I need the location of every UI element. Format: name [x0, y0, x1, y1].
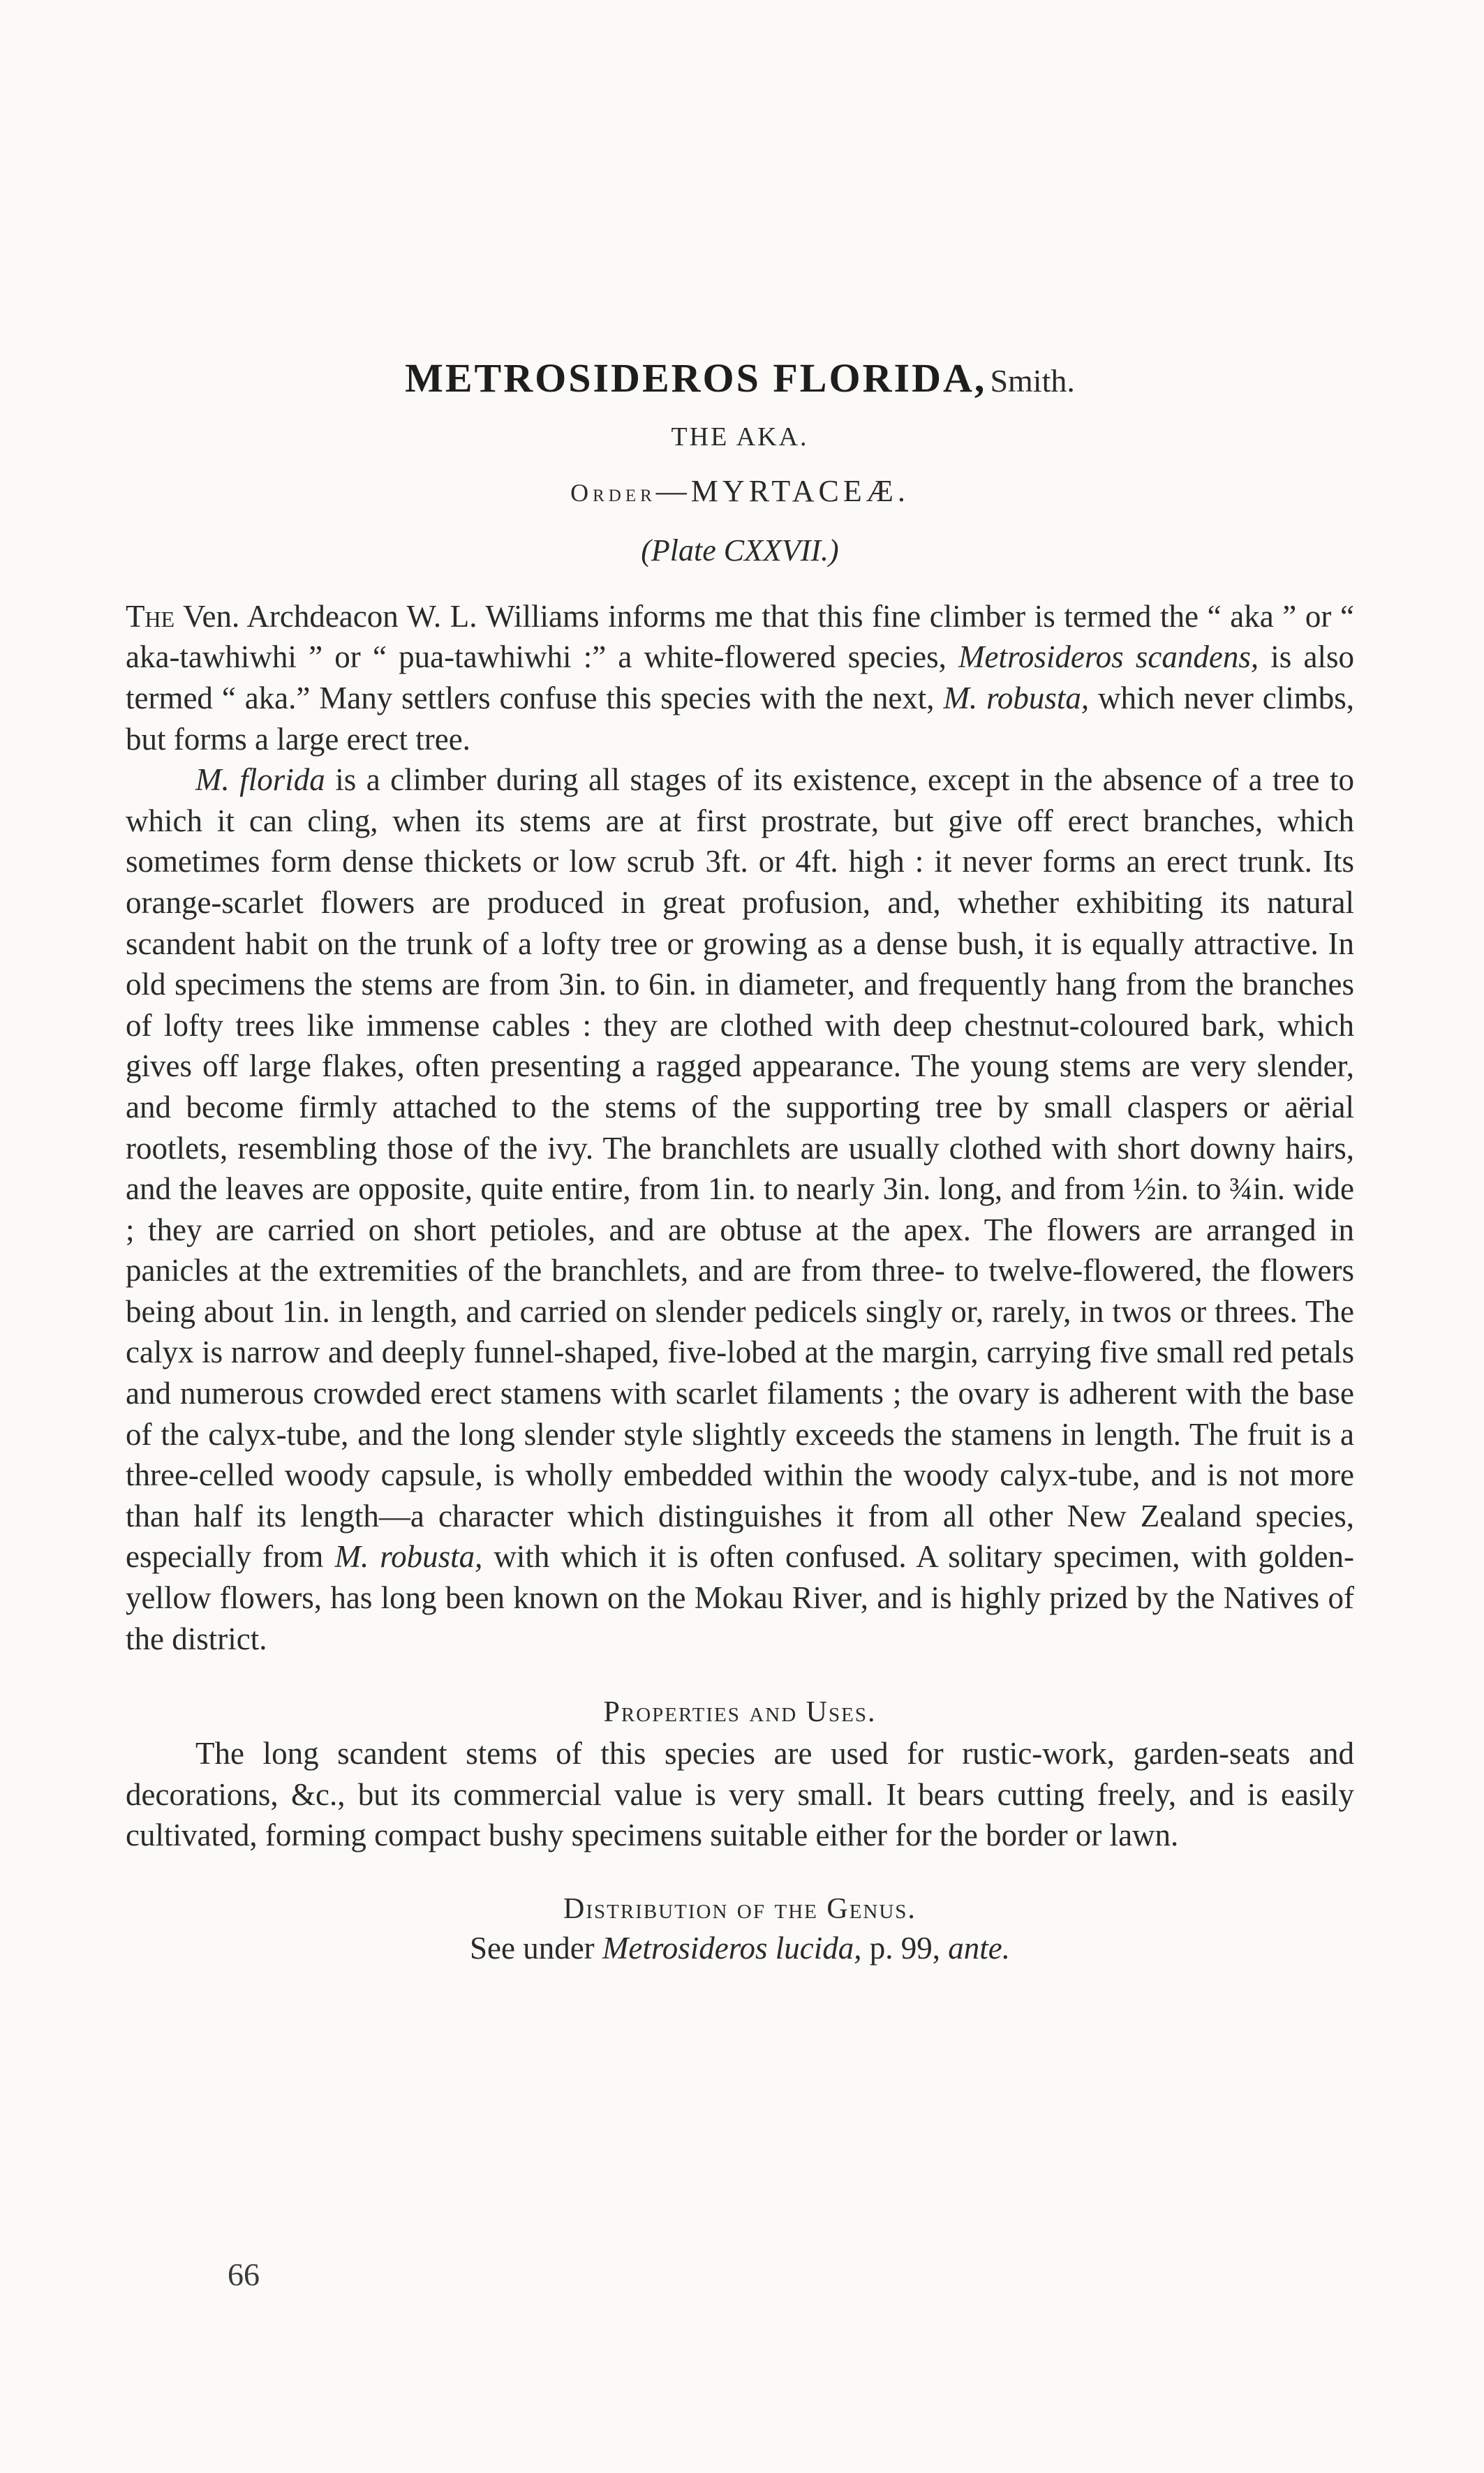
distribution-italic-1: Metrosideros lucida,: [602, 1931, 862, 1966]
distribution-italic-2: ante.: [948, 1931, 1011, 1966]
description-italic-2: M. robusta,: [334, 1539, 483, 1575]
intro-italic-2: M. robusta,: [943, 680, 1090, 715]
distribution-text-2: p. 99,: [861, 1931, 949, 1966]
page-number: 66: [228, 2257, 260, 2292]
latin-name: METROSIDEROS FLORIDA,: [405, 355, 987, 401]
distribution-heading: Distribution of the Genus.: [563, 1893, 917, 1926]
description-italic-1: M. florida: [195, 762, 325, 798]
description-text-1: is a climber during all stages of its existence, except in the absence of a tree to which it can cling, when its stems are at first prostrate, but give off erect branches, which sometimes form dense thickets or low scrub 3ft. or 4ft. high : it never forms an erect trunk. Its orange-scarlet flowers are produced in great profusion, and, whether exhibiting its natural scandent habit on the trunk of a lofty tree or growing as a dense bush, it is equally attractive. In old specimens the stems are from 3in. to 6in. in diameter, and frequently hang from the branches of lofty trees like immense cables : they are clothed with deep chestnut-coloured bark, which gives off large flakes, often presenting a ragged appearance. The young stems are very slender, and become firmly attached to the stems of the supporting tree by small claspers or aërial rootlets, resembling those of the ivy. The branchlets are usually clothed with short downy hairs, and the leaves are opposite, quite entire, from 1in. to nearly 3in. long, and from ½in. to ¾in. wide ; they are carried on short petioles, and are obtuse at the apex. The flowers are arranged in panicles at the extremities of the branchlets, and are from three- to twelve-flowered, the flowers being about 1in. in length, and carried on slender pedicels singly or, rarely, in twos or threes. The calyx is narrow and deeply funnel-shaped, five-lobed at the margin, carrying five small red petals and numerous crowded erect stamens with scarlet filaments ; the ovary is adherent with the base of the calyx-tube, and the long slender style slightly exceeds the stamens in length. The fruit is a three-celled woody capsule, is wholly embedded within the woody calyx-tube, and is not more than half its length—a character which distinguishes it from all other New Zealand species, especially from: [126, 762, 1354, 1575]
intro-text-1: Ven. Archdeacon W. L. Williams informs me that this fine climber is termed the “ aka ” or “ aka-tawhiwhi ” or “ pua-tawhiwhi :” a white-flowered species,: [126, 598, 1354, 675]
order-dash: —: [655, 473, 691, 508]
order-name: MYRTACEÆ.: [690, 473, 910, 508]
intro-italic-1: Metrosideros scandens,: [958, 639, 1259, 675]
page-content: [126, 356, 1354, 1966]
distribution-reference: [126, 1930, 1354, 1966]
intro-lead-word: The: [126, 598, 175, 634]
plate-reference: (Plate CXXVII.): [641, 533, 839, 567]
intro-text-3: which never climbs, but forms a large erect tree.: [126, 680, 1354, 757]
intro-paragraph: [126, 596, 1354, 759]
common-name: THE AKA.: [671, 422, 809, 452]
distribution-text-1: See under: [469, 1931, 602, 1966]
properties-heading: Properties and Uses.: [603, 1696, 877, 1729]
description-text-2: with which it is often confused. A solitary specimen, with golden-yellow flowers, has long been known on the Mokau River, and is highly prized by the Natives of the district.: [126, 1539, 1354, 1656]
intro-text-2: is also termed “ aka.” Many settlers confuse this species with the next,: [126, 639, 1354, 715]
author-name: Smith.: [990, 363, 1075, 399]
order-line: [126, 473, 1354, 509]
species-title: [126, 356, 1354, 401]
description-paragraph: [126, 759, 1354, 1659]
order-label: Order: [570, 478, 656, 507]
properties-paragraph: The long scandent stems of this species are used for rustic-work, garden-seats and decorations, &c., but its commercial value is very small. It bears cutting freely, and is easily cultivated, forming compact bushy specimens suitable either for the border or lawn.: [126, 1736, 1354, 1853]
